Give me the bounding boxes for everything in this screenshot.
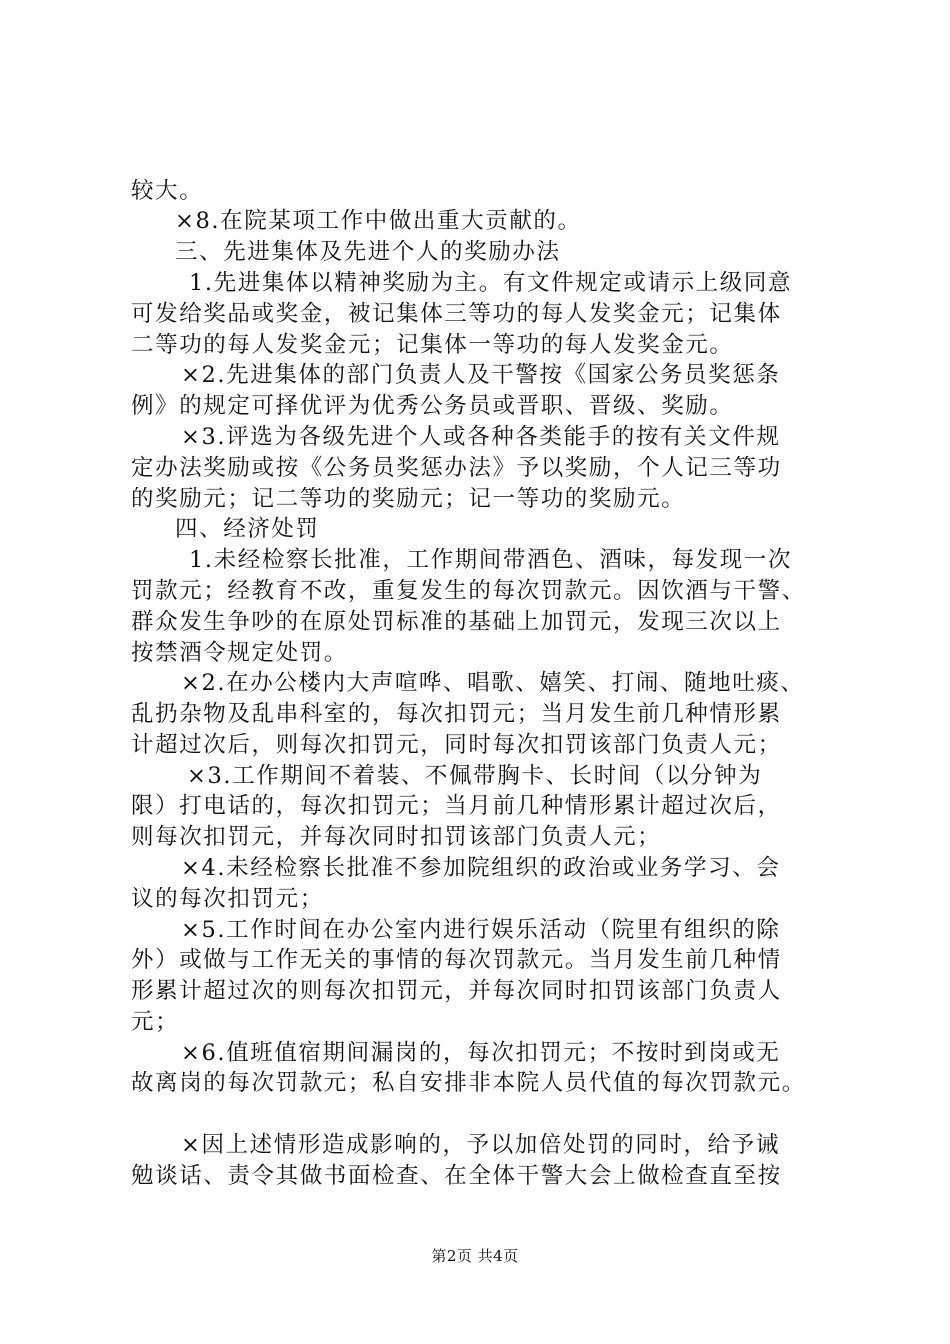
text-line: 勉谈话、责令其做书面检查、在全体干警大会上做检查直至按	[131, 1163, 782, 1189]
text-line: ×6.值班值宿期间漏岗的，每次扣罚元；不按时到岗或无	[181, 1040, 781, 1066]
text-line: ×8.在院某项工作中做出重大贡献的。	[175, 208, 582, 234]
text-line: 计超过次后，则每次扣罚元，同时每次扣罚该部门负责人元；	[131, 732, 782, 758]
text-line: 乱扔杂物及乱串科室的，每次扣罚元；当月发生前几种情形累	[131, 701, 782, 727]
text-line: ×4.未经检察长批准不参加院组织的政治或业务学习、会	[181, 855, 781, 881]
text-line: 可发给奖品或奖金，被记集体三等功的每人发奖金元；记集体	[131, 301, 782, 327]
text-line: 的奖励元；记二等功的奖励元；记一等功的奖励元。	[131, 486, 686, 512]
text-line: 限）打电话的，每次扣罚元；当月前几种情形累计超过次后，	[131, 793, 782, 819]
text-line: 罚款元；经教育不改，重复发生的每次罚款元。因饮酒与干警、	[131, 578, 806, 604]
text-line: 例》的规定可择优评为优秀公务员或晋职、晋级、奖励。	[131, 393, 734, 419]
text-line: 定办法奖励或按《公务员奖惩办法》予以奖励，个人记三等功	[131, 455, 782, 481]
text-line: ×5.工作时间在办公室内进行娱乐活动（院里有组织的除	[181, 917, 781, 943]
text-line: 按禁酒令规定处罚。	[131, 640, 348, 666]
text-line: 故离岗的每次罚款元；私自安排非本院人员代值的每次罚款元。	[131, 1070, 806, 1096]
text-line: 群众发生争吵的在原处罚标准的基础上加罚元，发现三次以上	[131, 609, 782, 635]
text-line: 形累计超过次的则每次扣罚元，并每次同时扣罚该部门负责人	[131, 978, 782, 1004]
text-line: 较大。	[131, 178, 204, 204]
text-line: 元；	[131, 1009, 180, 1035]
text-line: 议的每次扣罚元；	[131, 886, 324, 912]
text-line: 外）或做与工作无关的事情的每次罚款元。当月发生前几种情	[131, 947, 782, 973]
text-line: 1.未经检察长批准，工作期间带酒色、酒味，每发现一次	[189, 547, 793, 573]
text-line: 二等功的每人发奖金元；记集体一等功的每人发奖金元。	[131, 332, 734, 358]
text-line: ×因上述情形造成影响的，予以加倍处罚的同时，给予诫	[181, 1132, 780, 1158]
section-heading: 四、经济处罚	[175, 516, 320, 542]
text-line: ×2.在办公楼内大声喧哗、唱歌、嬉笑、打闹、随地吐痰、	[181, 670, 805, 696]
text-line: ×3.工作期间不着装、不佩带胸卡、长时间（以分钟为	[187, 763, 763, 789]
text-line: ×3.评选为各级先进个人或各种各类能手的按有关文件规	[181, 424, 781, 450]
text-line: ×2.先进集体的部门负责人及干警按《国家公务员奖惩条	[181, 362, 781, 388]
page-number: 第2页 共4页	[431, 1247, 519, 1265]
section-heading: 三、先进集体及先进个人的奖励办法	[175, 239, 561, 265]
text-line: 则每次扣罚元，并每次同时扣罚该部门负责人元；	[131, 824, 662, 850]
text-line: 1.先进集体以精神奖励为主。有文件规定或请示上级同意	[189, 270, 793, 296]
